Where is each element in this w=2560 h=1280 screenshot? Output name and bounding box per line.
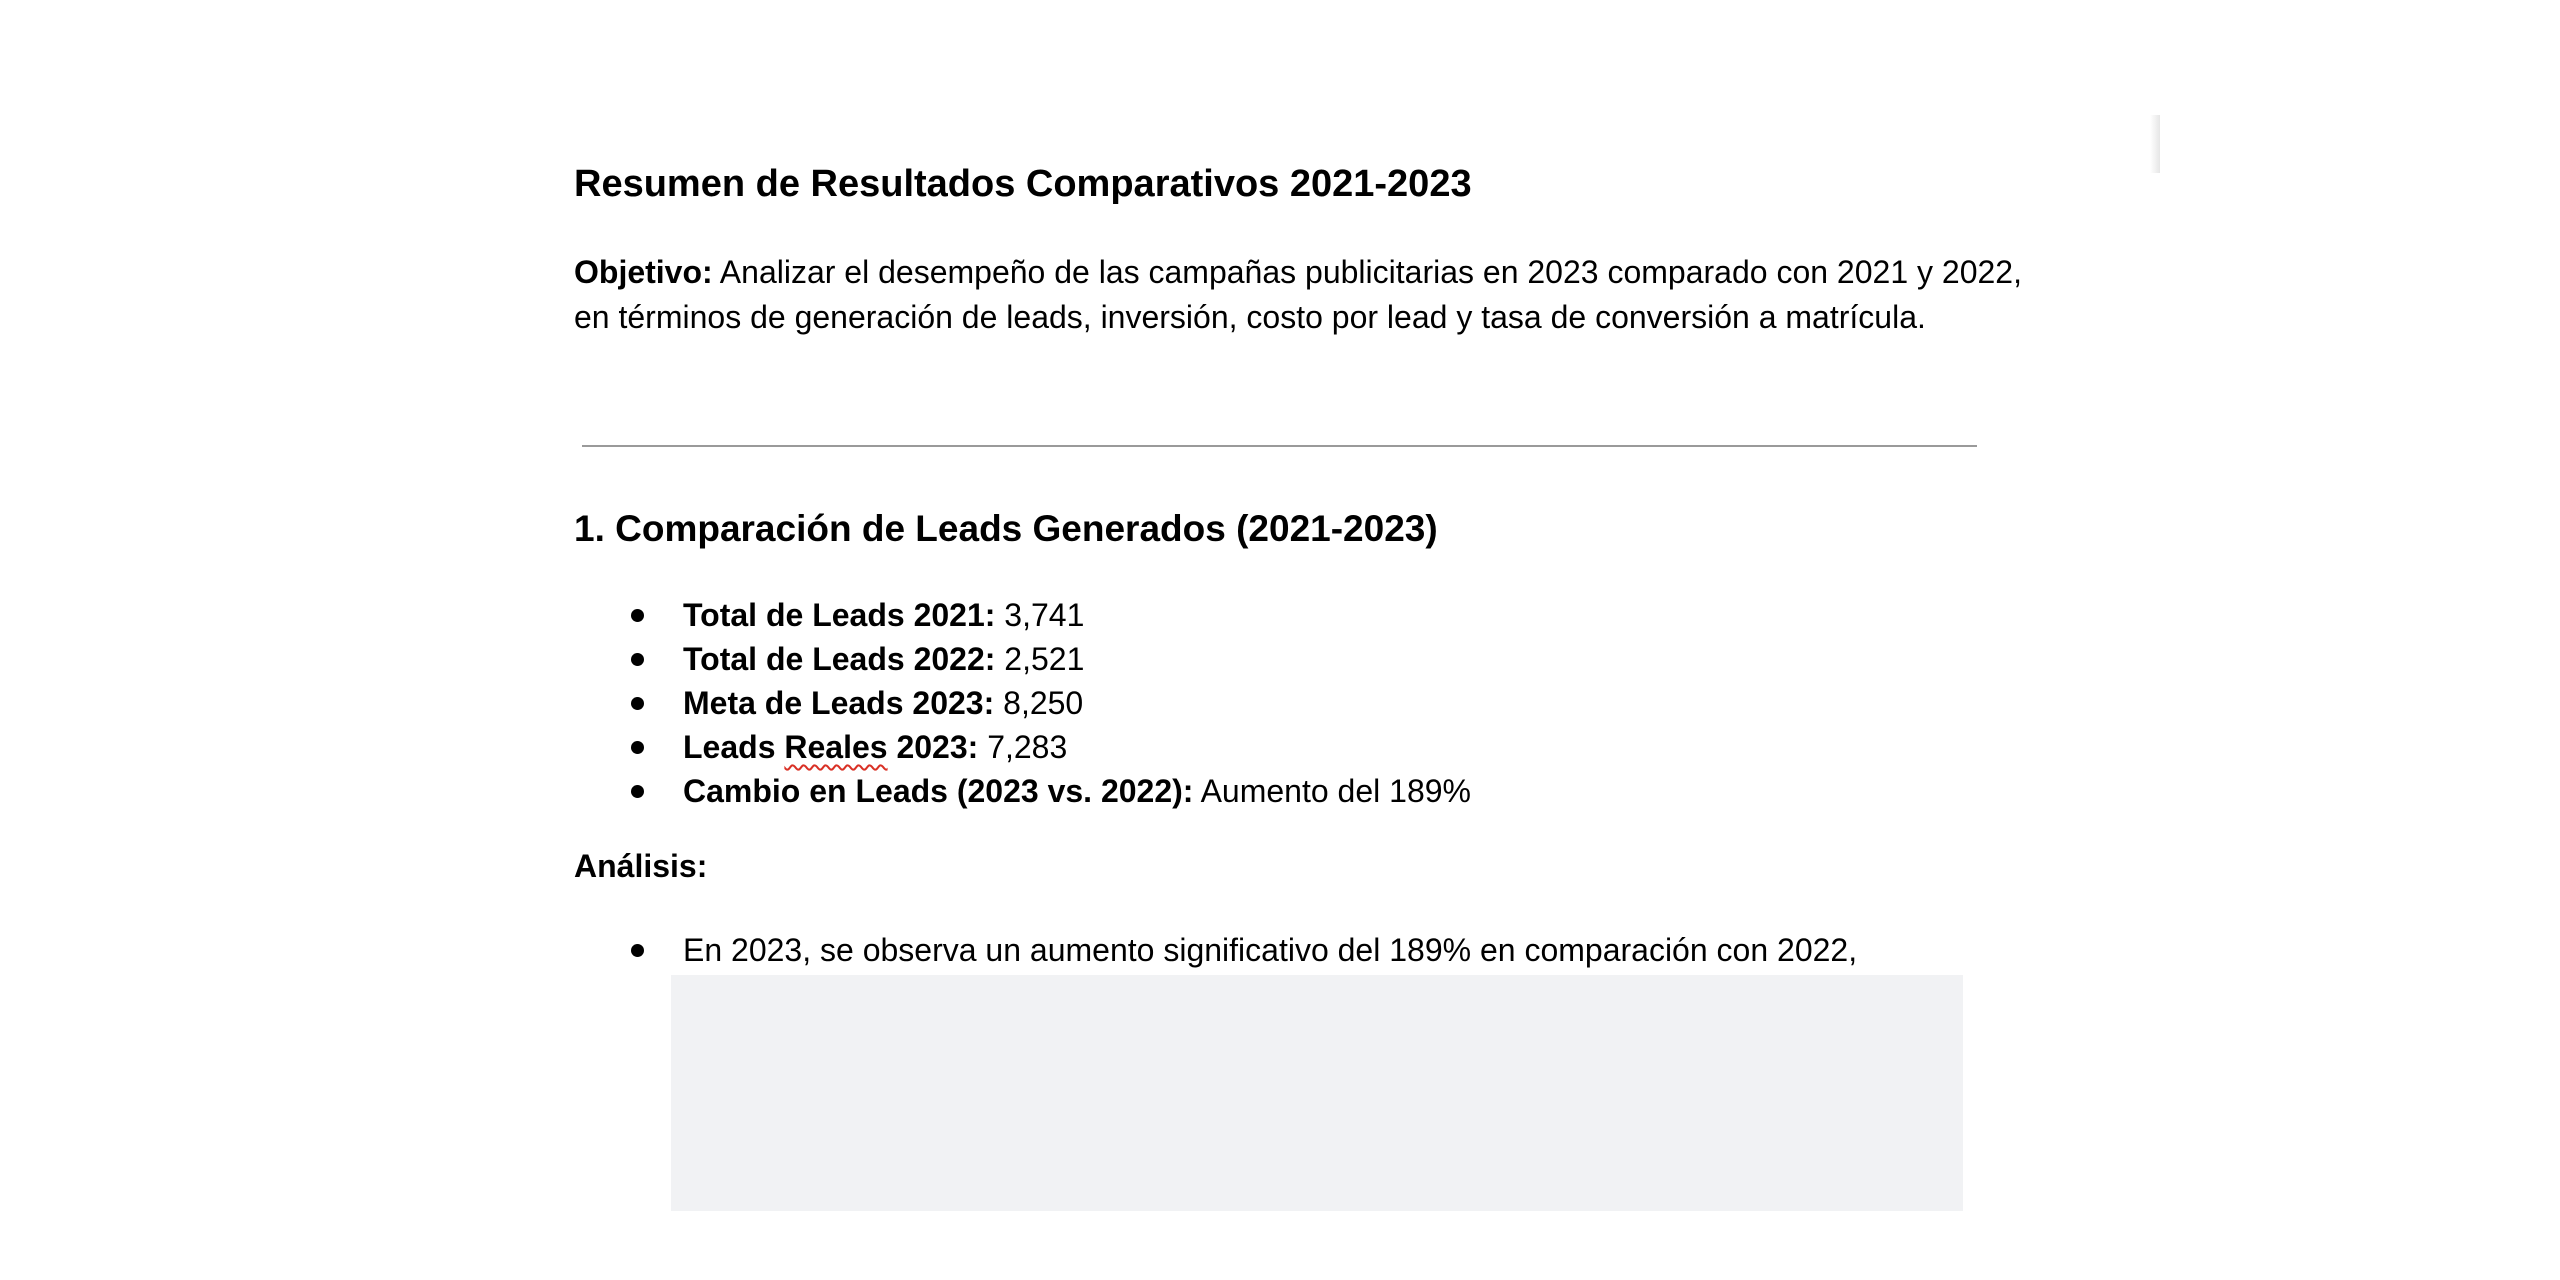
list-item (574, 928, 1857, 972)
horizontal-divider (582, 445, 1977, 447)
list-item (574, 769, 1471, 813)
analysis-label: Análisis: (574, 848, 708, 884)
label-part: Leads (683, 729, 785, 765)
leads-list (574, 593, 1471, 813)
label-part: 2023: (887, 729, 979, 765)
item-label: Cambio en Leads (2023 vs. 2022): (683, 773, 1194, 809)
list-item (574, 725, 1471, 769)
bullet-icon (631, 653, 644, 666)
item-value: 3,741 (995, 597, 1085, 633)
list-item (574, 681, 1471, 725)
item-label: Total de Leads 2022: (683, 641, 996, 677)
item-value: 8,250 (994, 685, 1084, 721)
document-title: Resumen de Resultados Comparativos 2021-2023 (574, 163, 1472, 205)
item-value: 7,283 (978, 729, 1068, 765)
objective-label: Objetivo: (574, 254, 713, 290)
item-label (683, 729, 978, 765)
page-edge-shadow (2150, 115, 2160, 173)
item-label: Meta de Leads 2023: (683, 685, 995, 721)
analysis-list (574, 928, 1857, 972)
objective-paragraph (574, 250, 2024, 340)
item-label: Total de Leads 2021: (683, 597, 996, 633)
bullet-icon (631, 944, 644, 957)
section-heading: 1. Comparación de Leads Generados (2021-2023) (574, 508, 1438, 549)
list-item (574, 593, 1471, 637)
placeholder-block (671, 975, 1963, 1211)
item-value: 2,521 (995, 641, 1085, 677)
bullet-icon (631, 609, 644, 622)
bullet-icon (631, 697, 644, 710)
list-item (574, 637, 1471, 681)
analysis-text: En 2023, se observa un aumento significativo del 189% en comparación con 2022, (683, 932, 1858, 968)
objective-text: Analizar el desempeño de las campañas publicitarias en 2023 comparado con 2021 y 2022, en términos de generación de leads, inversión, costo por lead y tasa de conversión a matrícula. (574, 254, 2022, 335)
spellcheck-word[interactable]: Reales (784, 729, 888, 765)
bullet-icon (631, 741, 644, 754)
item-value: Aumento del 189% (1193, 773, 1471, 809)
bullet-icon (631, 785, 644, 798)
